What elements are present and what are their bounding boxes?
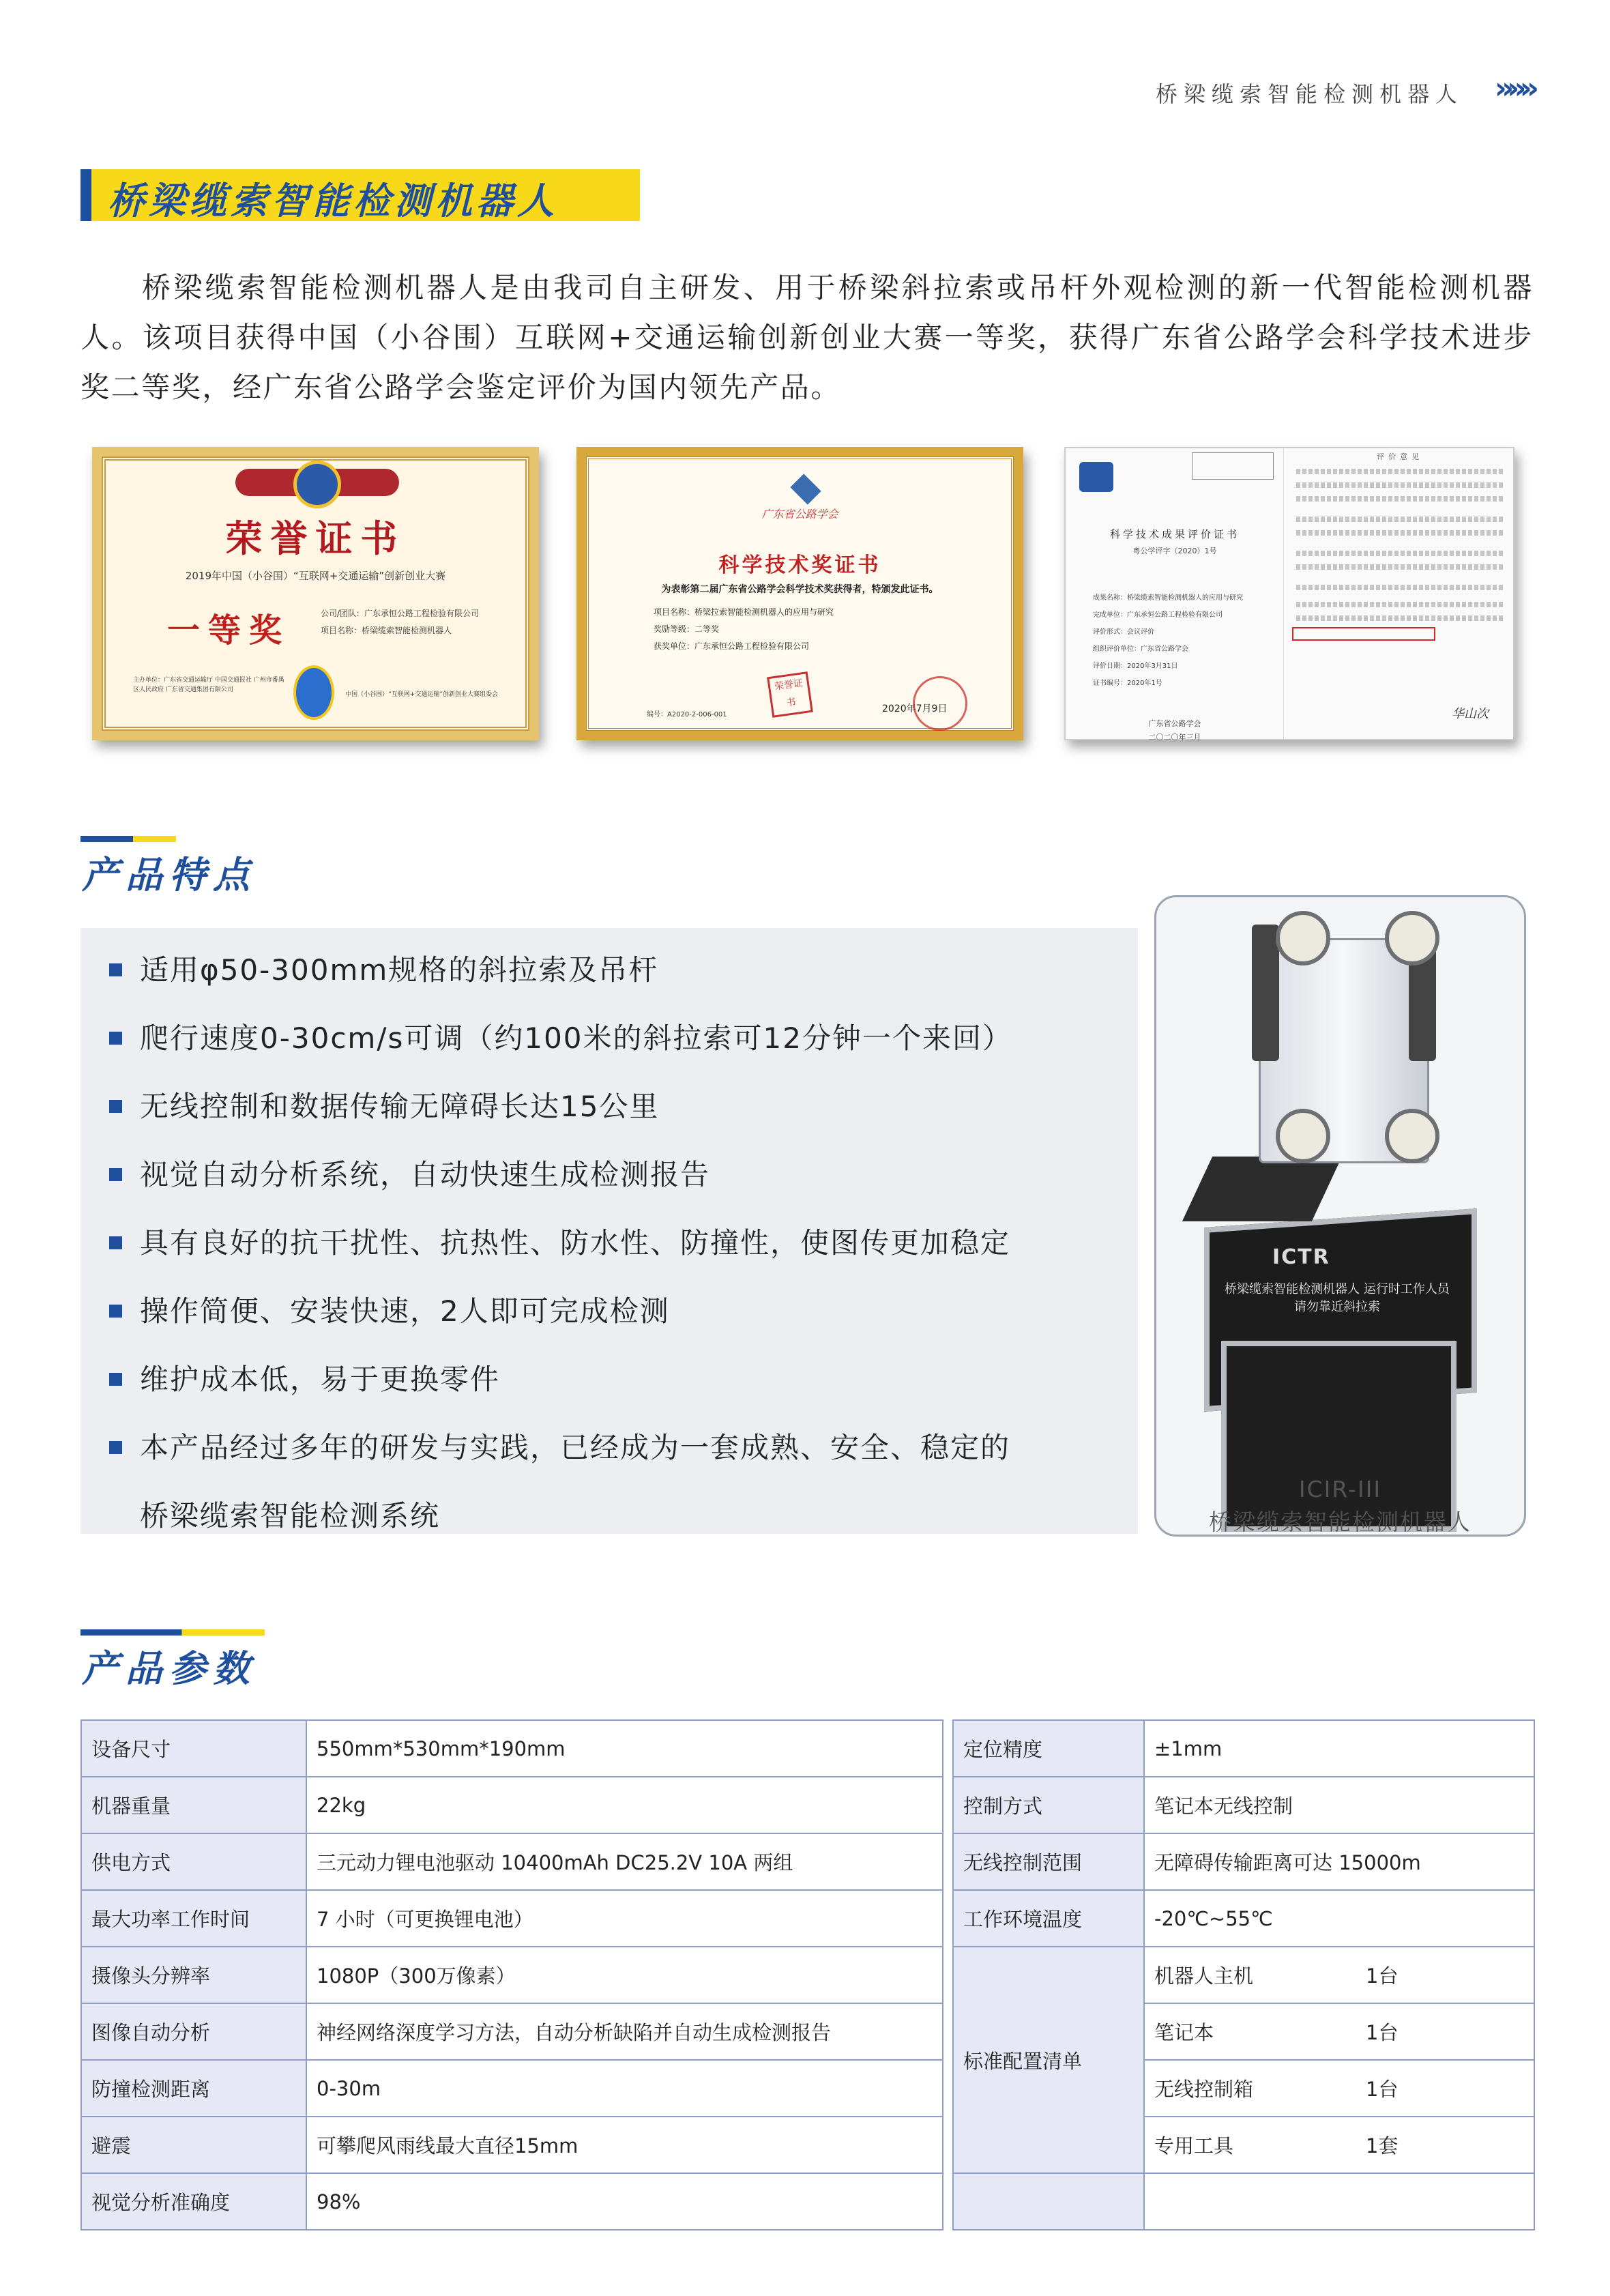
config-qty: 1套 <box>1366 2134 1399 2157</box>
param-value: 可攀爬风雨线最大直径15mm <box>306 2117 943 2173</box>
table-row <box>81 1777 943 1833</box>
param-label: 防撞检测距离 <box>81 2060 306 2117</box>
bullet-icon <box>109 963 122 976</box>
case-body <box>1221 1341 1457 1532</box>
param-value: 22kg <box>306 1777 943 1833</box>
param-value: 1080P（300万像素） <box>306 1947 943 2003</box>
feature-text: 视觉自动分析系统，自动快速生成检测报告 <box>140 1158 711 1191</box>
section-underline <box>80 1629 265 1636</box>
case-brand: ICTR <box>1272 1245 1330 1269</box>
empty-cell <box>1144 2173 1534 2230</box>
config-row <box>1144 1947 1534 2003</box>
param-value: 无障碍传输距离可达 15000m <box>1144 1833 1534 1890</box>
cert-seal: 荣誉证书 <box>767 671 813 718</box>
wheel-icon <box>1385 1109 1439 1163</box>
feature-text: 本产品经过多年的研发与实践，已经成为一套成熟、安全、稳定的 <box>140 1431 1011 1464</box>
society-logo-icon <box>790 474 821 504</box>
text-line <box>1296 517 1504 522</box>
bullet-icon <box>109 1305 122 1318</box>
cert-field: 组织评价单位：广东省公路学会 <box>1093 645 1188 653</box>
cert-org: 广东省公路学会 <box>761 508 838 521</box>
text-line <box>1296 530 1504 536</box>
wheel-icon <box>1276 911 1330 965</box>
feature-item <box>109 1004 1119 1073</box>
society-logo-icon <box>1079 462 1113 492</box>
text-line <box>1296 496 1504 502</box>
feature-text: 无线控制和数据传输无障碍长达15公里 <box>140 1090 660 1123</box>
running-title: 桥梁缆索智能检测机器人 <box>1155 81 1463 107</box>
cert-award: 一等奖 <box>167 611 291 650</box>
table-row <box>81 1833 943 1890</box>
cert-date: 2020年7月9日 <box>882 703 948 714</box>
bullet-icon <box>109 1236 122 1249</box>
table-row <box>953 1947 1534 2003</box>
param-value: 98% <box>306 2173 943 2230</box>
cert-field: 评价日期：2020年3月31日 <box>1093 663 1178 670</box>
table-row <box>953 1720 1534 1777</box>
table-row <box>953 1833 1534 1890</box>
param-value: 0-30m <box>306 2060 943 2117</box>
feature-item <box>109 936 1119 1004</box>
section-underline <box>80 836 176 842</box>
param-label: 摄像头分辨率 <box>81 1947 306 2003</box>
param-value: 笔记本无线控制 <box>1144 1777 1534 1833</box>
feature-text: 操作简便、安装快速，2人即可完成检测 <box>140 1294 670 1328</box>
table-row <box>81 1947 943 2003</box>
cert-field: 证书编号：2020年1号 <box>1093 680 1162 687</box>
empty-cell <box>953 2173 1144 2230</box>
mascot-image <box>293 665 334 720</box>
feature-text: 具有良好的抗干扰性、抗热性、防水性、防撞性，使图传更加稳定 <box>140 1226 1011 1260</box>
cert-project: 项目名称：桥梁拉索智能检测机器人的应用与研究 <box>654 607 834 617</box>
params-table-left <box>80 1719 943 2230</box>
table-row <box>953 1890 1534 1947</box>
text-line <box>1296 564 1504 570</box>
cert-committee: 中国（小谷围）“互联网+交通运输”创新创业大赛组委会 <box>345 691 498 698</box>
table-row <box>81 2060 943 2117</box>
feature-item <box>109 1414 1119 1482</box>
param-value: 三元动力锂电池驱动 10400mAh DC25.2V 10A 两组 <box>306 1833 943 1890</box>
cert-organizers: 主办单位：广东省交通运输厅 中国交通报社 广州市番禺区人民政府 广东省交通集团有限公司 <box>133 677 284 693</box>
config-qty: 1台 <box>1366 1964 1399 1988</box>
wheel-icon <box>1385 911 1439 965</box>
table-row <box>81 2003 943 2060</box>
cert-code: 粤公学评字（2020）1号 <box>1132 547 1217 555</box>
text-line <box>1296 602 1504 607</box>
cert-record-box <box>1192 452 1274 480</box>
cert-winner: 获奖单位：广东承恒公路工程检验有限公司 <box>654 641 810 651</box>
param-label: 视觉分析准确度 <box>81 2173 306 2230</box>
bullet-icon <box>109 1100 122 1113</box>
table-row <box>953 2173 1534 2230</box>
feature-item <box>109 1346 1119 1414</box>
param-label: 最大功率工作时间 <box>81 1890 306 1947</box>
config-row <box>1144 2117 1534 2173</box>
text-line <box>1296 615 1504 621</box>
config-item: 机器人主机 <box>1154 1964 1254 1988</box>
param-label: 避震 <box>81 2117 306 2173</box>
table-row <box>81 1720 943 1777</box>
laptop-image <box>1182 1157 1342 1221</box>
highlight-box <box>1292 627 1435 641</box>
cert-org: 广东省公路学会 <box>1148 719 1201 728</box>
banner-accent <box>80 169 91 221</box>
cert-emblem-icon <box>293 461 341 508</box>
cert-lead: 为表彰第二届广东省公路学会科学技术奖获得者，特颁发此证书。 <box>661 584 939 595</box>
robot-model: ICIR-III <box>1298 1476 1382 1502</box>
config-item: 笔记本 <box>1154 2021 1214 2044</box>
feature-item <box>109 1141 1119 1209</box>
param-label: 机器重量 <box>81 1777 306 1833</box>
config-label: 标准配置清单 <box>953 1947 1144 2173</box>
table-row <box>81 2117 943 2173</box>
param-value: ±1mm <box>1144 1720 1534 1777</box>
feature-item <box>109 1209 1119 1277</box>
wheel-icon <box>1276 1109 1330 1163</box>
bullet-icon <box>109 1441 122 1454</box>
params-title: 产品参数 <box>82 1647 257 1690</box>
cert-number: 编号：A2020-2-006-001 <box>647 711 727 718</box>
bullet-icon <box>109 1373 122 1386</box>
param-value: 550mm*530mm*190mm <box>306 1720 943 1777</box>
cert-field: 评价形式：会议评价 <box>1093 628 1154 636</box>
feature-item-continued: 桥梁缆索智能检测系统 <box>140 1499 441 1532</box>
config-qty: 1台 <box>1366 2078 1399 2101</box>
cert-title: 科学技术奖证书 <box>718 553 881 577</box>
bullet-icon <box>109 1168 122 1181</box>
cert-title: 科学技术成果评价证书 <box>1109 528 1240 540</box>
bullet-icon <box>109 1032 122 1045</box>
certificate-science-award <box>576 447 1023 740</box>
text-line <box>1296 585 1504 590</box>
certificate-evaluation <box>1064 447 1514 740</box>
cert-opinion-title: 评价意见 <box>1377 452 1423 461</box>
param-value: 7 小时（可更换锂电池） <box>306 1890 943 1947</box>
param-label: 定位精度 <box>953 1720 1144 1777</box>
cert-level: 奖励等级：二等奖 <box>654 624 720 634</box>
cert-field: 成果名称：桥梁缆索智能检测机器人的应用与研究 <box>1093 594 1243 602</box>
text-line <box>1296 482 1504 488</box>
signature: 华山次 <box>1452 707 1489 721</box>
feature-text: 维护成本低，易于更换零件 <box>140 1363 501 1396</box>
cert-company: 公司/团队：广东承恒公路工程检验有限公司 <box>321 609 480 618</box>
feature-text: 爬行速度0-30cm/s可调（约100米的斜拉索可12分钟一个来回） <box>140 1021 1012 1055</box>
feature-item <box>109 1277 1119 1346</box>
param-label: 图像自动分析 <box>81 2003 306 2060</box>
param-label: 设备尺寸 <box>81 1720 306 1777</box>
config-row <box>1144 2060 1534 2117</box>
robot-name: 桥梁缆索智能检测机器人 <box>1209 1509 1472 1535</box>
cert-title: 荣誉证书 <box>225 517 406 560</box>
cert-subtitle: 2019年中国（小谷围）“互联网+交通运输”创新创业大赛 <box>185 570 446 582</box>
cert-project: 项目名称：桥梁缆索智能检测机器人 <box>321 626 452 635</box>
config-row <box>1144 2003 1534 2060</box>
features-list <box>109 936 1119 1482</box>
params-table-right <box>952 1719 1535 2230</box>
param-label: 供电方式 <box>81 1833 306 1890</box>
chevron-right-icon: » » » <box>1494 71 1530 106</box>
param-label: 控制方式 <box>953 1777 1144 1833</box>
feature-item <box>109 1073 1119 1141</box>
intro-paragraph: 桥梁缆索智能检测机器人是由我司自主研发、用于桥梁斜拉索或吊杆外观检测的新一代智能检测机器人。该项目获得中国（小谷围）互联网+交通运输创新创业大赛一等奖，获得广东省公路学会科学技术进步奖二等奖，经广东省公路学会鉴定评价为国内领先产品。 <box>80 271 1534 404</box>
case-label: 桥梁缆索智能检测机器人 运行时工作人员请勿靠近斜拉索 <box>1225 1282 1450 1314</box>
robot-arm <box>1252 925 1279 1061</box>
param-label: 无线控制范围 <box>953 1833 1144 1890</box>
text-line <box>1296 551 1504 556</box>
table-row <box>81 1890 943 1947</box>
config-item: 专用工具 <box>1154 2134 1234 2157</box>
param-value: 神经网络深度学习方法，自动分析缺陷并自动生成检测报告 <box>306 2003 943 2060</box>
robot-photo-card <box>1154 895 1526 1537</box>
features-title: 产品特点 <box>82 854 257 897</box>
cert-field: 完成单位：广东承恒公路工程检验有限公司 <box>1093 611 1223 619</box>
table-row <box>953 1777 1534 1833</box>
table-row <box>81 2173 943 2230</box>
param-label: 工作环境温度 <box>953 1890 1144 1947</box>
text-line <box>1296 469 1504 474</box>
section-title: 桥梁缆索智能检测机器人 <box>108 179 558 222</box>
param-value: -20℃~55℃ <box>1144 1890 1534 1947</box>
config-qty: 1台 <box>1366 2021 1399 2044</box>
feature-text: 适用φ50-300mm规格的斜拉索及吊杆 <box>140 953 659 987</box>
certificate-honor <box>92 447 539 740</box>
cert-date: 二〇二〇年三月 <box>1148 733 1201 742</box>
config-item: 无线控制箱 <box>1154 2078 1254 2101</box>
